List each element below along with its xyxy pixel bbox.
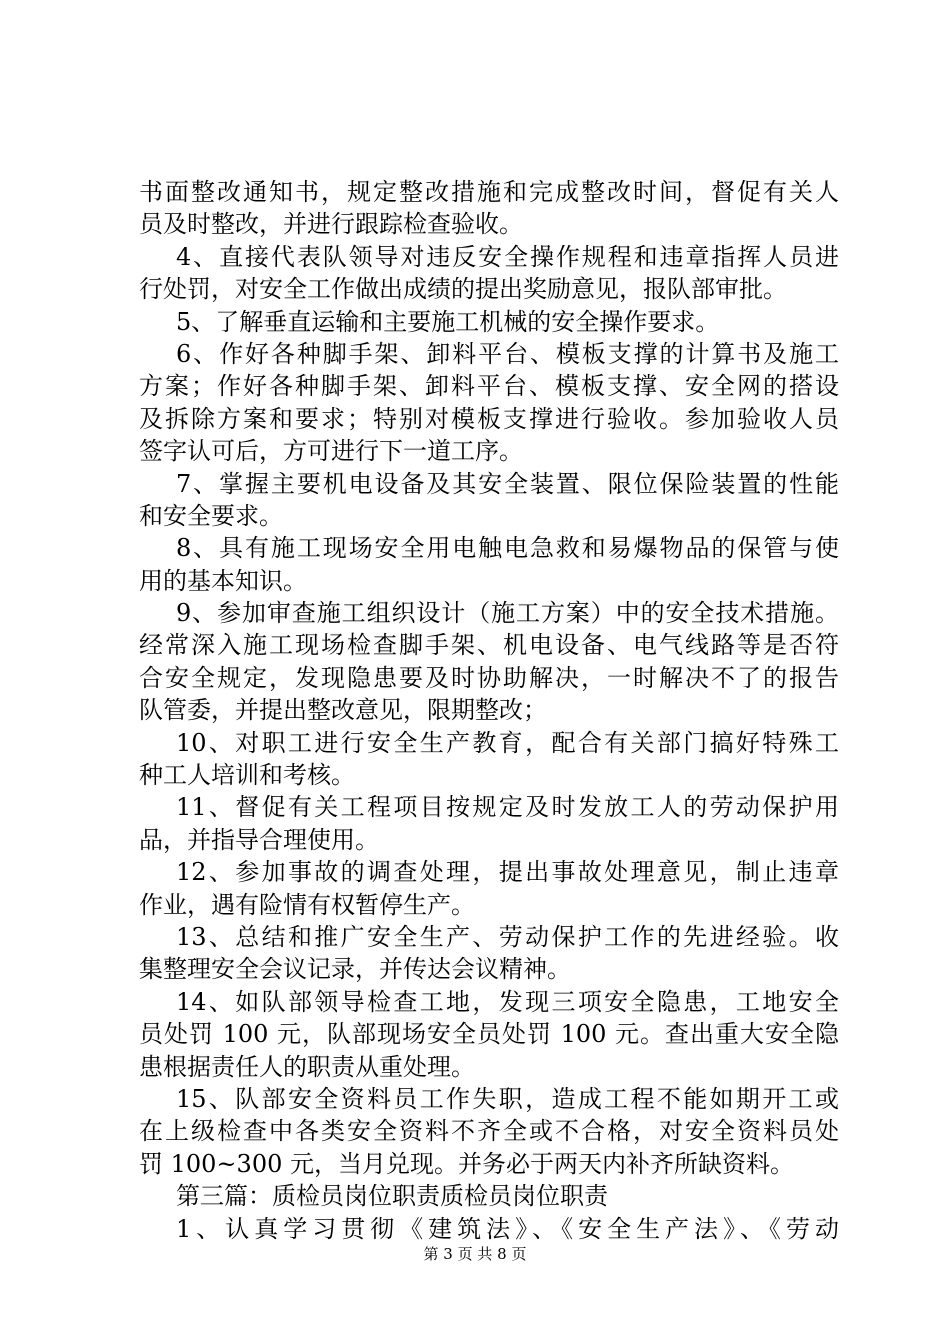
text-line: 品，并指导合理使用。 [139,825,379,854]
page-footer: 第 3 页 共 8 页 [423,1245,527,1263]
text-line: 第三篇：质检员岗位职责质检员岗位职责 [176,1182,608,1211]
text-line: 合安全规定，发现隐患要及时协助解决，一时解决不了的报告 [139,663,839,692]
text-line: 种工人培训和考核。 [139,761,355,790]
text-line: 签字认可后，方可进行下一道工序。 [139,437,523,466]
text-line: 9、参加审查施工组织设计（施工方案）中的安全技术措施。 [176,599,839,628]
text-line: 13、总结和推广安全生产、劳动保护工作的先进经验。收 [176,922,839,951]
text-line: 员处罚 100 元，队部现场安全员处罚 100 元。查出重大安全隐 [139,1020,839,1049]
text-line: 在上级检查中各类安全资料不齐全或不合格，对安全资料员处 [139,1117,839,1146]
text-line: 11、督促有关工程项目按规定及时发放工人的劳动保护用 [176,793,839,822]
text-line: 作业，遇有险情有权暂停生产。 [139,890,475,919]
text-line: 8、具有施工现场安全用电触电急救和易爆物品的保管与使 [176,534,839,563]
text-line: 队管委，并提出整改意见，限期整改； [139,696,547,725]
text-line: 7、掌握主要机电设备及其安全装置、限位保险装置的性能 [176,469,839,498]
text-line: 14、如队部领导检查工地，发现三项安全隐患，工地安全 [176,987,839,1016]
text-line: 罚 100~300 元，当月兑现。并务必于两天内补齐所缺资料。 [139,1149,794,1178]
text-line: 15、队部安全资料员工作失职，造成工程不能如期开工或 [176,1084,839,1113]
text-line: 用的基本知识。 [139,566,307,595]
text-line: 书面整改通知书，规定整改措施和完成整改时间，督促有关人 [139,178,839,206]
text-line: 12、参加事故的调查处理，提出事故处理意见，制止违章 [176,858,839,887]
text-line: 10、对职工进行安全生产教育，配合有关部门搞好特殊工 [176,728,839,757]
text-line: 行处罚，对安全工作做出成绩的提出奖励意见，报队部审批。 [139,275,787,304]
text-line: 集整理安全会议记录，并传达会议精神。 [139,955,571,984]
text-line: 经常深入施工现场检查脚手架、机电设备、电气线路等是否符 [139,631,839,660]
text-line: 1、认真学习贯彻《建筑法》、《安全生产法》、《劳动 [176,1214,839,1243]
document-body [139,176,839,1245]
text-line: 6、作好各种脚手架、卸料平台、模板支撑的计算书及施工 [176,339,839,368]
text-line: 方案；作好各种脚手架、卸料平台、模板支撑、安全网的搭设 [139,372,839,401]
text-line: 4、直接代表队领导对违反安全操作规程和违章指挥人员进 [176,242,839,271]
text-line: 患根据责任人的职责从重处理。 [139,1052,475,1081]
text-line: 5、了解垂直运输和主要施工机械的安全操作要求。 [176,307,720,336]
text-line: 及拆除方案和要求；特别对模板支撑进行验收。参加验收人员 [139,404,839,433]
text-line: 和安全要求。 [139,501,283,530]
text-line: 员及时整改，并进行跟踪检查验收。 [139,210,523,239]
